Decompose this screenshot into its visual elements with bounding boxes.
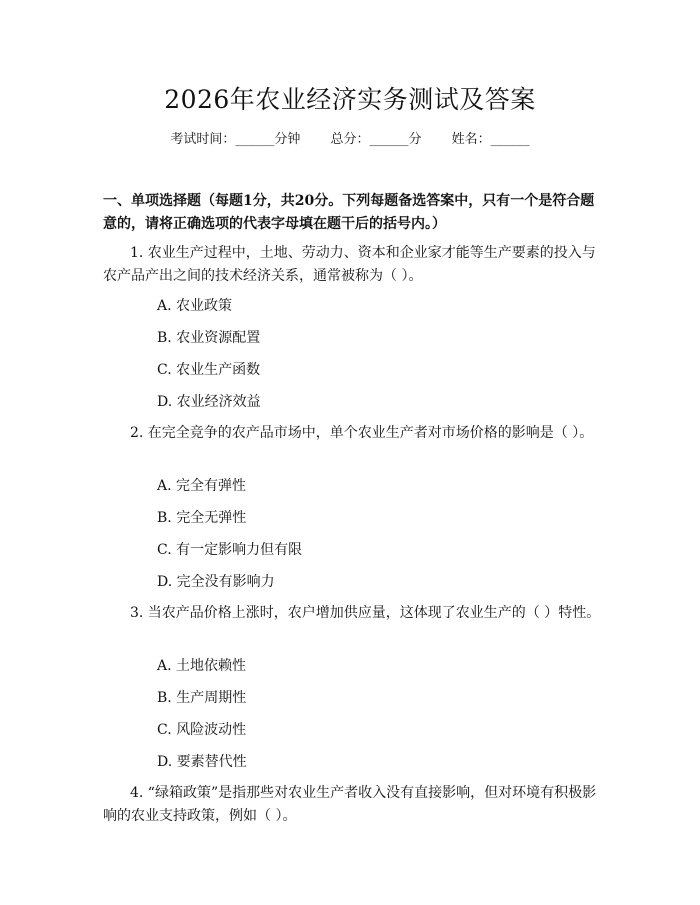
section-heading: 一、单项选择题（每题1分，共20分。下列每题备选答案中，只有一个是符合题意的，请将正确选项的代表字母填在题干后的括号内。）	[103, 193, 595, 232]
question-3-option-d: D. 要素替代性	[157, 754, 247, 770]
question-2-option-b: B. 完全无弹性	[157, 510, 247, 526]
total-score-field: 总分：______分	[330, 132, 422, 147]
question-2-option-c: C. 有一定影响力但有限	[157, 542, 303, 558]
exam-time-field: 考试时间：______分钟	[170, 132, 301, 147]
question-1-option-c: C. 农业生产函数	[157, 362, 261, 378]
question-1-option-d: D. 农业经济效益	[157, 394, 261, 410]
question-3-stem: 3. 当农产品价格上涨时，农户增加供应量，这体现了农业生产的（ ）特性。	[130, 605, 601, 621]
question-1-option-b: B. 农业资源配置	[157, 330, 261, 346]
question-3-option-b: B. 生产周期性	[157, 690, 247, 706]
question-1-stem: 1. 农业生产过程中，土地、劳动力、资本和企业家才能等生产要素的投入与农产品产出之间的技术经济关系，通常被称为（ ）。	[103, 245, 596, 284]
question-1-option-a: A. 农业政策	[157, 298, 233, 314]
question-3-option-a: A. 土地依赖性	[157, 658, 247, 674]
student-name-field: 姓名：______	[451, 132, 530, 147]
document-title: 2026年农业经济实务测试及答案	[164, 85, 536, 114]
question-2-option-d: D. 完全没有影响力	[157, 574, 275, 590]
question-4-stem: 4. “绿箱政策”是指那些对农业生产者收入没有直接影响，但对环境有积极影响的农业支持政策，例如（ ）。	[103, 785, 597, 824]
exam-meta-line	[0, 131, 700, 149]
question-2-option-a: A. 完全有弹性	[157, 478, 247, 494]
question-2-stem: 2. 在完全竞争的农产品市场中，单个农业生产者对市场价格的影响是（ ）。	[130, 425, 594, 441]
question-3-option-c: C. 风险波动性	[157, 722, 247, 738]
